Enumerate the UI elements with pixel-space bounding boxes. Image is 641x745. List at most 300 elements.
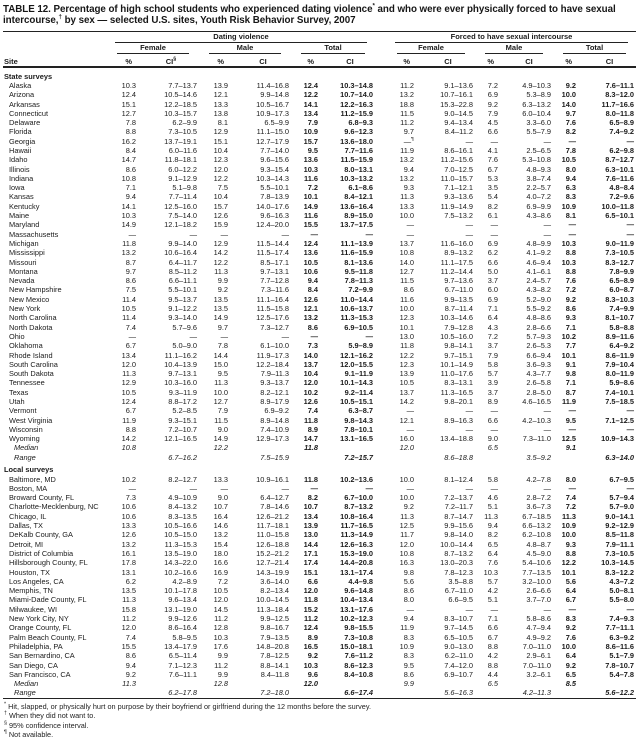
gap-cell — [375, 155, 387, 164]
value-cell: — — [406, 483, 414, 493]
value-cell: 4.2–8.9 — [172, 576, 197, 586]
table-row — [3, 165, 636, 174]
value-cell: 6.6 — [487, 415, 498, 425]
subheader-total: Total — [553, 43, 636, 54]
value-cell: 12.7 — [121, 108, 136, 118]
value-cell: 7.1 — [565, 322, 576, 332]
value-cell: 11.2 — [214, 614, 228, 624]
site-cell: Maine — [9, 211, 30, 221]
value-cell: 8.8 — [565, 266, 576, 276]
value-cell: 14.6 — [213, 521, 228, 531]
value-cell: 12.2 — [399, 350, 414, 360]
gap-cell — [375, 267, 387, 276]
value-cell: 14.4–20.8 — [340, 558, 373, 568]
value-cell: 10.3–13.2 — [340, 173, 373, 183]
value-cell: 7.3–11.0 — [522, 434, 551, 444]
gap-cell — [375, 397, 387, 406]
table-row — [3, 416, 636, 425]
value-cell: 3.6–9.3 — [526, 359, 551, 369]
value-cell: 7.8–10.7 — [605, 660, 634, 670]
empty-cell — [387, 688, 421, 698]
value-cell: — — [406, 406, 414, 416]
value-cell: 10.3 — [561, 257, 576, 267]
value-cell: 13.2 — [213, 530, 228, 540]
value-cell: 9.1–13.6 — [444, 80, 473, 90]
table-row — [3, 127, 636, 136]
value-cell: 10.0 — [561, 641, 576, 651]
table-row — [3, 642, 636, 651]
gap-cell — [375, 530, 387, 539]
value-cell: 4.3–7.7 — [526, 369, 551, 379]
value-cell: 9.5 — [565, 415, 576, 425]
site-cell: Indiana — [9, 173, 34, 183]
footnote-marker: ¶ — [4, 729, 7, 736]
value-cell: 7.6–11.1 — [605, 80, 634, 90]
value-cell: 9.3 — [565, 539, 576, 549]
value-cell: 7.8–10.1 — [344, 424, 373, 434]
value-cell: 5.6 — [565, 576, 576, 586]
value-cell: 9.1 — [565, 359, 576, 369]
value-cell: 11.7–18.1 — [256, 521, 289, 531]
value-cell: 7.4–12.0 — [444, 660, 473, 670]
value-cell: 6.6–13.2 — [522, 521, 551, 531]
site-cell: Tennessee — [9, 378, 45, 388]
value-cell: 6.5–10.5 — [444, 632, 473, 642]
value-cell: — — [465, 406, 473, 416]
range-row — [3, 688, 636, 698]
value-cell: 14.9 — [303, 201, 318, 211]
table-row — [3, 484, 636, 493]
value-cell: 11.4–16.8 — [256, 80, 289, 90]
value-cell: 10.4 — [303, 369, 318, 379]
value-cell: 8.4–13.2 — [168, 502, 197, 512]
value-cell: 10.7 — [303, 502, 318, 512]
gap-cell — [375, 165, 387, 174]
value-cell: 4.1–9.2 — [526, 248, 551, 258]
value-cell: 9.4 — [487, 521, 498, 531]
value-cell: 9.8–14.1 — [444, 341, 473, 351]
value-cell: 11.4 — [122, 313, 136, 323]
value-cell: — — [465, 604, 473, 614]
value-cell: 12.2–16.3 — [340, 99, 373, 109]
value-cell: 12.9 — [213, 127, 228, 137]
table-row — [3, 623, 636, 632]
value-cell: 14.8–20.8 — [256, 641, 289, 651]
stat-value-cell: 6.7–16.2 — [168, 452, 197, 462]
value-cell: 7.4–9.2 — [609, 127, 634, 137]
value-cell: 9.0–14.1 — [605, 511, 634, 521]
value-cell: 12.2–18.4 — [256, 359, 289, 369]
site-cell: San Francisco, CA — [9, 669, 71, 679]
value-cell: 6.2–11.0 — [444, 651, 473, 661]
value-cell: — — [568, 220, 576, 230]
value-cell: 8.5–11.8 — [605, 530, 634, 540]
table-row — [3, 220, 636, 229]
value-cell: 15.9 — [213, 220, 228, 230]
value-cell: 12.2 — [303, 90, 318, 100]
footnote-marker-pilcrow: ¶ — [411, 136, 414, 143]
value-cell: — — [543, 406, 551, 416]
value-cell: — — [189, 331, 197, 341]
stat-value-cell: 8.6–18.8 — [444, 452, 473, 462]
value-cell: 5.8 — [487, 474, 498, 484]
table-row — [3, 577, 636, 586]
value-cell: 7.0–11.0 — [522, 660, 551, 670]
value-cell: 11.6–15.9 — [340, 248, 373, 258]
value-cell: 10.5–16.0 — [440, 331, 473, 341]
value-cell: 5.5–10.1 — [260, 183, 289, 193]
footnote: § 95% confidence interval. — [4, 720, 89, 730]
value-cell: 9.9–14.8 — [260, 90, 289, 100]
value-cell: 9.8 — [403, 567, 414, 577]
value-cell: 12.0 — [121, 623, 136, 633]
table-row — [3, 285, 636, 294]
value-cell: 6.3 — [565, 183, 576, 193]
value-cell: 9.2 — [487, 99, 498, 109]
value-cell: 13.5 — [121, 586, 136, 596]
group-gap — [375, 31, 387, 43]
value-cell: 11.9–17.3 — [256, 350, 289, 360]
stat-value-cell: 5.6–12.2 — [605, 688, 634, 698]
site-cell: Massachusetts — [9, 229, 59, 239]
value-cell: 7.9–11.1 — [605, 539, 634, 549]
value-cell: 12.5–17.6 — [256, 313, 289, 323]
value-cell: 7.2 — [565, 285, 576, 295]
value-cell: 6.0 — [487, 285, 498, 295]
value-cell: 9.9–14.0 — [168, 238, 197, 248]
site-cell: Missouri — [9, 257, 37, 267]
value-cell: 13.0 — [303, 530, 318, 540]
footnote: † When they did not want to. — [4, 710, 96, 721]
value-cell: 6.3–9.2 — [609, 632, 634, 642]
section-header-row — [3, 462, 636, 475]
value-cell: — — [543, 483, 551, 493]
value-cell: 10.6 — [303, 266, 318, 276]
value-cell: 5.5–10.1 — [168, 285, 197, 295]
site-column-header: Site — [3, 54, 107, 67]
value-cell: 3.2–6.1 — [526, 669, 551, 679]
value-cell: 13.9 — [303, 521, 318, 531]
table-row — [3, 202, 636, 211]
value-cell: 13.3 — [399, 201, 414, 211]
value-cell: 8.6 — [403, 669, 414, 679]
value-cell: 10.2 — [303, 387, 318, 397]
value-cell: — — [490, 136, 498, 146]
table-row — [3, 323, 636, 332]
value-cell: 7.3–12.7 — [260, 322, 289, 332]
value-cell: 3.7 — [487, 276, 498, 286]
value-cell: 12.9 — [121, 378, 136, 388]
value-cell: 4.3–8.6 — [526, 211, 551, 221]
value-cell: 11.9–14.9 — [440, 201, 473, 211]
site-cell: Houston, TX — [9, 567, 50, 577]
table-row — [3, 595, 636, 604]
empty-cell — [583, 679, 636, 688]
value-cell: 9.3–13.6 — [444, 192, 473, 202]
gap-cell — [375, 378, 387, 387]
value-cell: 13.9 — [213, 80, 228, 90]
value-cell: 8.9–13.2 — [444, 248, 473, 258]
value-cell: 15.1 — [121, 99, 136, 109]
value-cell: 11.1–17.5 — [440, 257, 473, 267]
ci-column-header: CI — [421, 54, 475, 67]
ci-column-header: CI — [235, 54, 291, 67]
value-cell: 18.8 — [399, 99, 414, 109]
value-cell: 13.7–19.1 — [164, 136, 197, 146]
value-cell: 9.5 — [403, 660, 414, 670]
site-cell: North Dakota — [9, 322, 53, 332]
value-cell: 8.3–12.2 — [605, 567, 634, 577]
value-cell: 9.7 — [403, 127, 414, 137]
value-cell: 9.4 — [403, 614, 414, 624]
value-cell: 13.1–19.0 — [164, 604, 197, 614]
value-cell: 18.0 — [213, 548, 228, 558]
value-cell: 11.3 — [484, 511, 498, 521]
value-cell: 7.2–13.7 — [444, 493, 473, 503]
site-cell: Florida — [9, 127, 32, 137]
value-cell: 8.4–12.1 — [344, 192, 373, 202]
value-cell: 10.0 — [561, 90, 576, 100]
site-cell: Michigan — [9, 238, 39, 248]
value-cell: 3.9 — [487, 378, 498, 388]
value-cell: 16.4 — [213, 511, 228, 521]
value-cell: 6.7 — [565, 595, 576, 605]
value-cell: 10.0–14.4 — [440, 539, 473, 549]
value-cell: 10.4 — [213, 192, 228, 202]
empty-cell — [107, 688, 143, 698]
value-cell: 8.7–13.2 — [344, 502, 373, 512]
value-cell: 12.0–15.5 — [340, 359, 373, 369]
table-row — [3, 211, 636, 220]
value-cell: — — [365, 331, 373, 341]
value-cell: 8.0 — [565, 474, 576, 484]
value-cell: 10.3 — [121, 80, 136, 90]
site-cell: District of Columbia — [9, 548, 74, 558]
value-cell: 10.5 — [303, 257, 318, 267]
value-cell: 13.1 — [121, 567, 136, 577]
value-cell: 9.6–13.4 — [168, 595, 197, 605]
value-cell: 10.2 — [561, 331, 576, 341]
value-cell: 11.8 — [304, 415, 318, 425]
value-cell: 9.4 — [307, 276, 318, 286]
value-cell: 7.9 — [307, 118, 318, 128]
value-cell: 9.2 — [217, 285, 228, 295]
value-cell: — — [220, 331, 228, 341]
value-cell: 6.0–10.4 — [522, 108, 551, 118]
ci-column-header: CI§ — [143, 54, 199, 67]
value-cell: 7.7–13.5 — [522, 567, 551, 577]
value-cell: 10.1 — [303, 192, 318, 202]
table-row — [3, 304, 636, 313]
value-cell: 8.2 — [307, 493, 318, 503]
value-cell: 7.2 — [565, 502, 576, 512]
gap-cell — [375, 540, 387, 549]
stat-value-cell: 12.0 — [399, 443, 414, 453]
value-cell: 11.9 — [400, 623, 414, 633]
value-cell: — — [310, 483, 318, 493]
stat-value-cell: 7.5–15.9 — [260, 452, 289, 462]
value-cell: 13.2 — [121, 539, 136, 549]
value-cell: 14.0 — [561, 99, 576, 109]
value-cell: 8.7 — [125, 257, 136, 267]
value-cell: 7.1 — [565, 378, 576, 388]
gap-cell — [375, 605, 387, 614]
value-cell: 7.2–9.6 — [609, 192, 634, 202]
value-cell: 11.5 — [400, 108, 414, 118]
value-cell: 6.7–10.0 — [344, 493, 373, 503]
gap-cell — [375, 425, 387, 434]
value-cell: 8.9–11.6 — [605, 331, 634, 341]
value-cell: 11.2 — [400, 80, 414, 90]
value-cell: 2.8–7.2 — [526, 493, 551, 503]
stat-value-cell: 7.2–18.0 — [260, 688, 289, 698]
value-cell: 10.2–16.6 — [164, 567, 197, 577]
value-cell: 7.6 — [565, 276, 576, 286]
pct-column-header: % — [553, 54, 583, 67]
value-cell: 5.3–10.8 — [522, 155, 551, 165]
value-cell: 9.1–12.2 — [168, 304, 197, 314]
value-cell: 4.6–9.4 — [526, 257, 551, 267]
table-row — [3, 360, 636, 369]
value-cell: 6.5–10.1 — [605, 211, 634, 221]
value-cell: 7.9 — [217, 406, 228, 416]
value-cell: 7.8 — [565, 145, 576, 155]
value-cell: 8.2 — [487, 201, 498, 211]
value-cell: 8.8–17.2 — [168, 397, 197, 406]
value-cell: 6.7 — [487, 632, 498, 642]
value-cell: 14.4 — [303, 539, 318, 549]
value-cell: — — [406, 220, 414, 230]
table-row — [3, 258, 636, 267]
value-cell: 5.8–8.8 — [609, 322, 634, 332]
value-cell: 9.3–15.4 — [260, 164, 289, 174]
site-cell: West Virginia — [9, 415, 53, 425]
subheader-female: Female — [387, 43, 475, 54]
value-cell: 4.8–9.3 — [526, 164, 551, 174]
value-cell: 12.7 — [399, 266, 414, 276]
value-cell: 6.6 — [487, 257, 498, 267]
value-cell: 11.2–14.4 — [440, 266, 473, 276]
stat-value-cell: 8.5 — [565, 679, 576, 689]
value-cell: — — [568, 136, 576, 146]
value-cell: 9.7–13.1 — [168, 369, 197, 379]
value-cell: 16.3 — [399, 558, 414, 568]
value-cell: 9.5–13.7 — [168, 294, 197, 304]
value-cell: 8.3 — [403, 632, 414, 642]
value-cell: 3.2–10.0 — [522, 576, 551, 586]
empty-cell — [199, 688, 235, 698]
value-cell: 9.3–11.9 — [168, 387, 197, 397]
value-cell: 14.9 — [213, 313, 228, 323]
value-cell: 5.8–9.5 — [172, 632, 197, 642]
value-cell: 9.3–15.1 — [168, 415, 197, 425]
value-cell: 7.7–13.7 — [168, 80, 197, 90]
value-cell: 7.8–12.5 — [260, 651, 289, 661]
value-cell: 13.3 — [213, 99, 228, 109]
value-cell: 7.7 — [565, 341, 576, 351]
stat-label: Median — [14, 443, 39, 453]
pct-column-header: % — [107, 54, 143, 67]
site-cell: Oklahoma — [9, 341, 43, 351]
value-cell: 11.5–15.8 — [256, 304, 289, 314]
value-cell: 4.9–9.2 — [526, 632, 551, 642]
value-cell: 12.4 — [121, 90, 136, 100]
value-cell: 15.4 — [213, 539, 228, 549]
value-cell: 7.2 — [487, 331, 498, 341]
value-cell: — — [568, 604, 576, 614]
value-cell: 12.4 — [303, 238, 318, 248]
value-cell: 11.0–17.6 — [440, 369, 473, 379]
value-cell: 8.9 — [307, 632, 318, 642]
value-cell: 9.8–14.0 — [444, 530, 473, 540]
value-cell: 10.4 — [213, 145, 228, 155]
stat-value-cell: 11.3 — [122, 679, 136, 689]
value-cell: 4.2–7.8 — [526, 474, 551, 484]
section-header-row — [3, 67, 636, 81]
value-cell: 8.6 — [565, 304, 576, 314]
value-cell: 5.8 — [487, 359, 498, 369]
site-cell: Utah — [9, 397, 25, 406]
value-cell: 7.8–9.9 — [609, 266, 634, 276]
value-cell: — — [490, 220, 498, 230]
value-cell: 11.6 — [400, 294, 414, 304]
value-cell: 11.3–14.9 — [340, 530, 373, 540]
value-cell: 5.6 — [403, 576, 414, 586]
value-cell: 8.3–10.3 — [605, 294, 634, 304]
value-cell: 5.1 — [487, 502, 498, 512]
value-cell: 9.4–13.4 — [444, 118, 473, 128]
value-cell: — — [189, 483, 197, 493]
value-cell: 13.6 — [303, 155, 318, 165]
value-cell: — — [465, 424, 473, 434]
value-cell: — — [626, 220, 634, 230]
value-cell: — — [281, 331, 289, 341]
site-cell: Mississippi — [9, 248, 45, 258]
gap-cell — [375, 651, 387, 660]
value-cell: 8.1–12.4 — [444, 474, 473, 484]
group-header-dating-violence: Dating violence — [107, 31, 375, 43]
value-cell: 3.3–6.0 — [526, 118, 551, 128]
value-cell: 12.4–20.0 — [256, 220, 289, 230]
value-cell: 14.2 — [213, 248, 228, 258]
value-cell: 10.5–14.6 — [164, 90, 197, 100]
value-cell: 8.6–11.6 — [605, 641, 634, 651]
value-cell: 8.8 — [487, 641, 498, 651]
value-cell: 11.3 — [122, 369, 136, 379]
value-cell: 11.1–15.0 — [256, 127, 289, 137]
value-cell: 10.5 — [121, 304, 136, 314]
value-cell: 11.2 — [400, 118, 414, 128]
value-cell: 10.8 — [399, 248, 414, 258]
value-cell: 7.8 — [125, 118, 136, 128]
subheader-female: Female — [107, 43, 199, 54]
value-cell: 13.0 — [399, 331, 414, 341]
site-cell: Montana — [9, 266, 38, 276]
value-cell: 7.2 — [307, 183, 318, 193]
value-cell: 12.0 — [213, 595, 228, 605]
value-cell: 12.4 — [303, 80, 318, 90]
table-row — [3, 192, 636, 201]
empty-cell — [421, 679, 475, 688]
footnote-marker-asterisk: * — [372, 2, 375, 10]
value-cell: 9.2–11.4 — [344, 387, 373, 397]
value-cell: 3.8–7.4 — [526, 173, 551, 183]
site-cell: Milwaukee, WI — [9, 604, 58, 614]
value-cell: — — [568, 229, 576, 239]
gap-cell — [375, 146, 387, 155]
empty-cell — [325, 679, 375, 688]
site-cell: Memphis, TN — [9, 586, 53, 596]
